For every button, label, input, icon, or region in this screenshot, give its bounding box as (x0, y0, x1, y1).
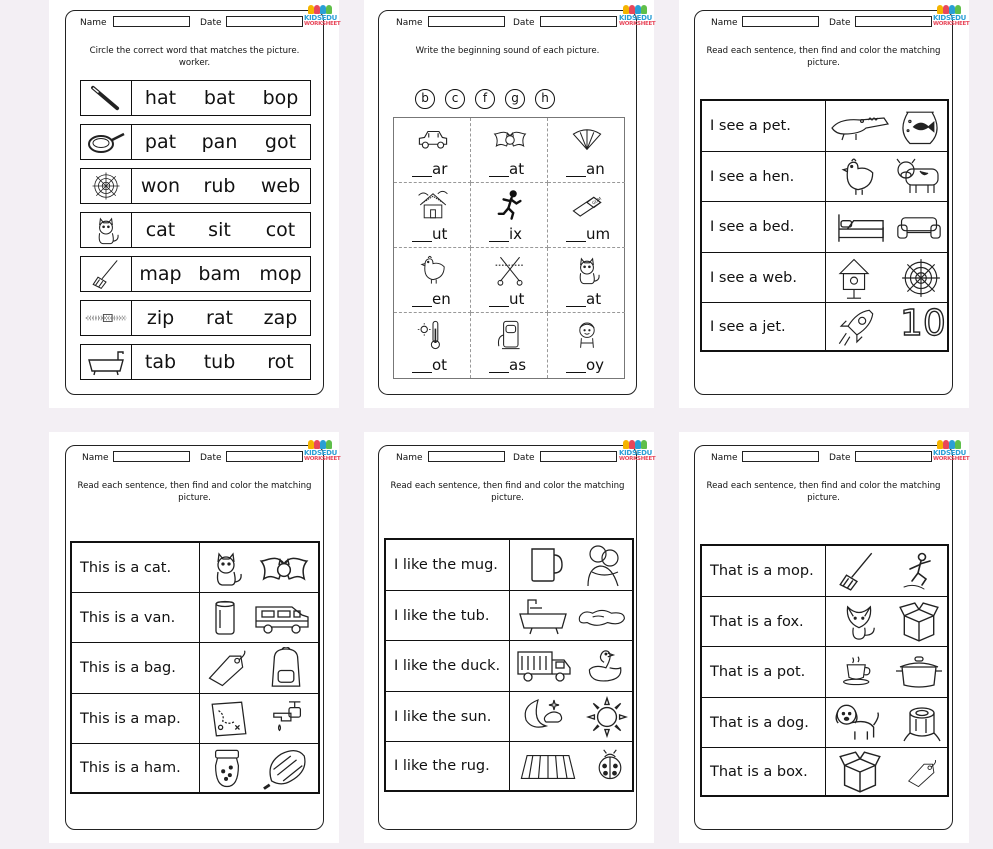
truck-icon[interactable] (514, 645, 574, 687)
name-field[interactable] (113, 16, 190, 27)
log-icon[interactable] (902, 702, 942, 744)
answer-blank[interactable] (489, 176, 509, 177)
runner-icon (493, 189, 527, 221)
name-label: Name (711, 453, 738, 463)
thermometer-icon (416, 319, 450, 351)
mop-icon (81, 257, 132, 291)
name-field[interactable] (742, 451, 819, 462)
rug-icon[interactable] (518, 748, 578, 786)
word-row (80, 256, 311, 292)
word-option[interactable]: bop (262, 87, 299, 109)
sound-cell: at (548, 248, 625, 313)
word-row (80, 300, 311, 336)
kidsedu-logo: KIDSEDU WORKSHEET (304, 440, 338, 470)
sound-cell: ix (471, 183, 548, 248)
sentence-row (702, 597, 947, 647)
word-option[interactable]: web (260, 175, 301, 197)
instruction: Read each sentence, then find and color the matching picture. (706, 481, 941, 503)
sentence-row (702, 152, 947, 202)
pan-icon (81, 125, 132, 159)
kidsedu-logo: KIDSEDU WORKSHEET (619, 5, 653, 35)
hug-icon[interactable] (578, 542, 628, 587)
word-option[interactable]: mop (259, 263, 302, 285)
sentence-row (72, 694, 318, 744)
sentence-row (702, 748, 947, 795)
worksheet-i-like (378, 445, 656, 830)
cat-icon (570, 254, 604, 286)
answer-blank[interactable] (412, 306, 432, 307)
date-field[interactable] (855, 16, 932, 27)
gas-pump-icon (493, 319, 527, 351)
name-field[interactable] (113, 451, 190, 462)
instruction: Read each sentence, then find and color the matching picture. (77, 481, 312, 503)
fan-icon (570, 124, 604, 156)
instruction: Read each sentence, then find and color the matching picture. (390, 481, 625, 503)
kidsedu-logo: KIDSEDU WORKSHEET (933, 5, 967, 35)
sentence-row (702, 698, 947, 748)
word-option[interactable]: hat (144, 87, 177, 109)
sentence-text: I like the rug. (386, 742, 510, 790)
sentence-text: That is a dog. (702, 698, 826, 747)
name-label: Name (80, 18, 107, 28)
sound-cell: ar (394, 118, 471, 183)
word-option[interactable]: tub (203, 351, 236, 373)
web-icon (81, 169, 132, 203)
date-field[interactable] (226, 451, 303, 462)
sentence-text: That is a box. (702, 748, 826, 795)
worksheet-circle-word (65, 10, 341, 395)
car-icon (416, 124, 450, 156)
word-option[interactable]: map (139, 263, 182, 285)
word-option[interactable]: rub (203, 175, 236, 197)
tap-icon[interactable] (270, 700, 308, 738)
sentence-row (702, 647, 947, 698)
fishbowl-icon[interactable] (896, 103, 944, 149)
box-icon[interactable] (898, 601, 940, 643)
boy-icon (570, 319, 604, 351)
sentence-row (72, 643, 318, 694)
mug-icon[interactable] (526, 544, 566, 586)
name-label: Name (82, 453, 109, 463)
mop-icon[interactable] (836, 550, 878, 592)
sentence-row (72, 593, 318, 643)
word-option[interactable]: sit (208, 219, 231, 241)
sentence-text: I like the duck. (386, 641, 510, 691)
sentence-row (386, 591, 632, 641)
bat-icon[interactable] (256, 551, 312, 589)
zipper-icon (81, 301, 132, 335)
sound-cell: oy (548, 313, 625, 378)
hen-icon (416, 254, 450, 286)
word-option[interactable]: pan (201, 131, 238, 153)
date-field[interactable] (855, 451, 932, 462)
answer-blank[interactable] (412, 176, 432, 177)
sentence-row (386, 742, 632, 790)
worksheet-header (80, 15, 323, 33)
cow-icon[interactable] (894, 156, 944, 198)
tag-icon[interactable] (204, 649, 250, 689)
dog-icon[interactable] (832, 702, 884, 744)
answer-blank[interactable] (489, 306, 509, 307)
name-field[interactable] (428, 451, 505, 462)
sentence-table (384, 538, 634, 792)
sentence-row (72, 543, 318, 593)
worksheet-header (709, 15, 952, 33)
word-row (80, 344, 311, 380)
sentence-table (700, 99, 949, 352)
word-option[interactable]: rot (267, 351, 294, 373)
picture-grid (393, 117, 625, 379)
sentence-row (72, 744, 318, 792)
sentence-text: This is a cat. (72, 543, 200, 592)
sentence-text: I like the sun. (386, 692, 510, 741)
date-label: Date (829, 18, 851, 28)
sound-cell: ut (471, 248, 548, 313)
sound-cell: ut (394, 183, 471, 248)
name-field[interactable] (428, 16, 505, 27)
bed-icon[interactable] (834, 206, 888, 248)
bat-icon (81, 81, 132, 115)
date-label: Date (829, 453, 851, 463)
can-icon[interactable] (210, 597, 240, 639)
answer-blank[interactable] (489, 372, 509, 373)
sentence-text: I see a bed. (702, 202, 826, 252)
word-option[interactable]: zip (146, 307, 175, 329)
worksheet-header (80, 450, 323, 468)
sound-cell: ot (394, 313, 471, 378)
answer-blank[interactable] (566, 176, 586, 177)
bathtub-icon[interactable] (518, 595, 568, 637)
number-ten-icon[interactable]: 10 (900, 303, 946, 344)
sentence-table (70, 541, 320, 794)
sentence-text: I see a hen. (702, 152, 826, 201)
sentence-row (702, 253, 947, 303)
word-option[interactable]: cat (145, 219, 176, 241)
instruction: Circle the correct word that matches the picture. worker. (89, 46, 300, 68)
van-icon[interactable] (252, 599, 312, 639)
sentence-text: That is a pot. (702, 647, 826, 697)
word-row (80, 124, 311, 160)
cat-icon[interactable] (206, 547, 246, 589)
sofa-icon[interactable] (896, 208, 942, 246)
hop-icon[interactable] (900, 550, 940, 592)
name-field[interactable] (742, 16, 819, 27)
letter-bubble: g (505, 89, 525, 109)
name-label: Name (396, 453, 423, 463)
answer-blank[interactable] (566, 241, 586, 242)
word-option[interactable]: pat (144, 131, 177, 153)
worksheet-read-color (694, 10, 970, 395)
puddle-icon[interactable] (574, 601, 630, 631)
worksheet-header (709, 450, 952, 468)
ham-icon[interactable] (262, 746, 310, 790)
sentence-text: This is a bag. (72, 643, 200, 693)
sound-cell: as (471, 313, 548, 378)
backpack-icon[interactable] (266, 647, 306, 691)
tag-icon[interactable] (902, 760, 942, 788)
date-field[interactable] (540, 16, 617, 27)
moon-icon[interactable] (518, 696, 568, 736)
sentence-text: This is a van. (72, 593, 200, 642)
date-field[interactable] (226, 16, 303, 27)
letter-bubble: b (415, 89, 435, 109)
bat-icon (493, 124, 527, 156)
gum-icon (570, 189, 604, 221)
cup-icon[interactable] (840, 653, 876, 691)
worksheet-this-is (65, 445, 341, 830)
instruction: Write the beginning sound of each picture. (415, 46, 600, 56)
hut-icon (416, 189, 450, 221)
answer-blank[interactable] (412, 241, 432, 242)
sentence-row (386, 540, 632, 591)
worksheet-header (393, 15, 636, 33)
crocodile-icon[interactable] (830, 105, 890, 147)
sentence-row (386, 692, 632, 742)
word-option[interactable]: rat (206, 307, 233, 329)
word-option[interactable]: bam (198, 263, 241, 285)
word-option[interactable]: bat (203, 87, 236, 109)
sentence-text: I like the tub. (386, 591, 510, 640)
sentence-text: I like the mug. (386, 540, 510, 590)
cut-icon (493, 254, 527, 286)
date-label: Date (513, 453, 535, 463)
word-row (80, 212, 311, 248)
web-icon[interactable] (900, 257, 942, 299)
answer-blank[interactable] (566, 372, 586, 373)
kidsedu-logo: KIDSEDU WORKSHEET (933, 440, 967, 470)
box-icon[interactable] (838, 750, 882, 794)
jam-icon[interactable] (208, 746, 246, 790)
sentence-table (700, 544, 949, 797)
map-icon[interactable] (208, 698, 250, 740)
date-field[interactable] (540, 451, 617, 462)
sentence-text: This is a ham. (72, 744, 200, 792)
sentence-row (702, 101, 947, 152)
ladybug-icon[interactable] (592, 746, 628, 786)
sentence-text: This is a map. (72, 694, 200, 743)
sound-cell: an (548, 118, 625, 183)
sun-icon[interactable] (586, 696, 628, 738)
hen-icon[interactable] (836, 156, 880, 198)
word-option[interactable]: cot (265, 219, 296, 241)
date-label: Date (200, 453, 222, 463)
letter-bubble: c (445, 89, 465, 109)
answer-blank[interactable] (566, 306, 586, 307)
date-label: Date (513, 18, 535, 28)
worksheet-beginning-sound (378, 10, 656, 395)
word-option[interactable]: won (140, 175, 181, 197)
letter-bubble: h (535, 89, 555, 109)
answer-blank[interactable] (412, 372, 432, 373)
sentence-text: I see a web. (702, 253, 826, 302)
rocket-icon[interactable] (834, 305, 878, 349)
birdhouse-icon[interactable] (836, 256, 872, 300)
date-label: Date (200, 18, 222, 28)
pot-icon[interactable] (894, 651, 944, 691)
kidsedu-logo: KIDSEDU WORKSHEET (304, 5, 338, 35)
sentence-text: I see a jet. (702, 303, 826, 350)
name-label: Name (396, 18, 423, 28)
word-option[interactable]: tab (144, 351, 177, 373)
word-row (80, 168, 311, 204)
instruction: Read each sentence, then find and color the matching picture. (706, 46, 941, 68)
letter-bubble: f (475, 89, 495, 109)
sentence-text: I see a pet. (702, 101, 826, 151)
sentence-row (702, 202, 947, 253)
fox-icon[interactable] (840, 601, 878, 643)
sentence-row (386, 641, 632, 692)
word-option[interactable]: zap (263, 307, 298, 329)
name-label: Name (711, 18, 738, 28)
answer-blank[interactable] (489, 241, 509, 242)
sound-cell: at (471, 118, 548, 183)
sentence-row (702, 303, 947, 350)
kidsedu-logo: KIDSEDU WORKSHEET (619, 440, 653, 470)
cat-icon (81, 213, 132, 247)
sound-cell: en (394, 248, 471, 313)
tub-icon (81, 345, 132, 379)
worksheet-that-is (694, 445, 970, 830)
duck-icon[interactable] (582, 645, 628, 687)
worksheet-header (393, 450, 636, 468)
word-row (80, 80, 311, 116)
word-option[interactable]: got (264, 131, 297, 153)
sentence-row (702, 546, 947, 597)
sound-cell: um (548, 183, 625, 248)
sentence-text: That is a mop. (702, 546, 826, 596)
sentence-text: That is a fox. (702, 597, 826, 646)
